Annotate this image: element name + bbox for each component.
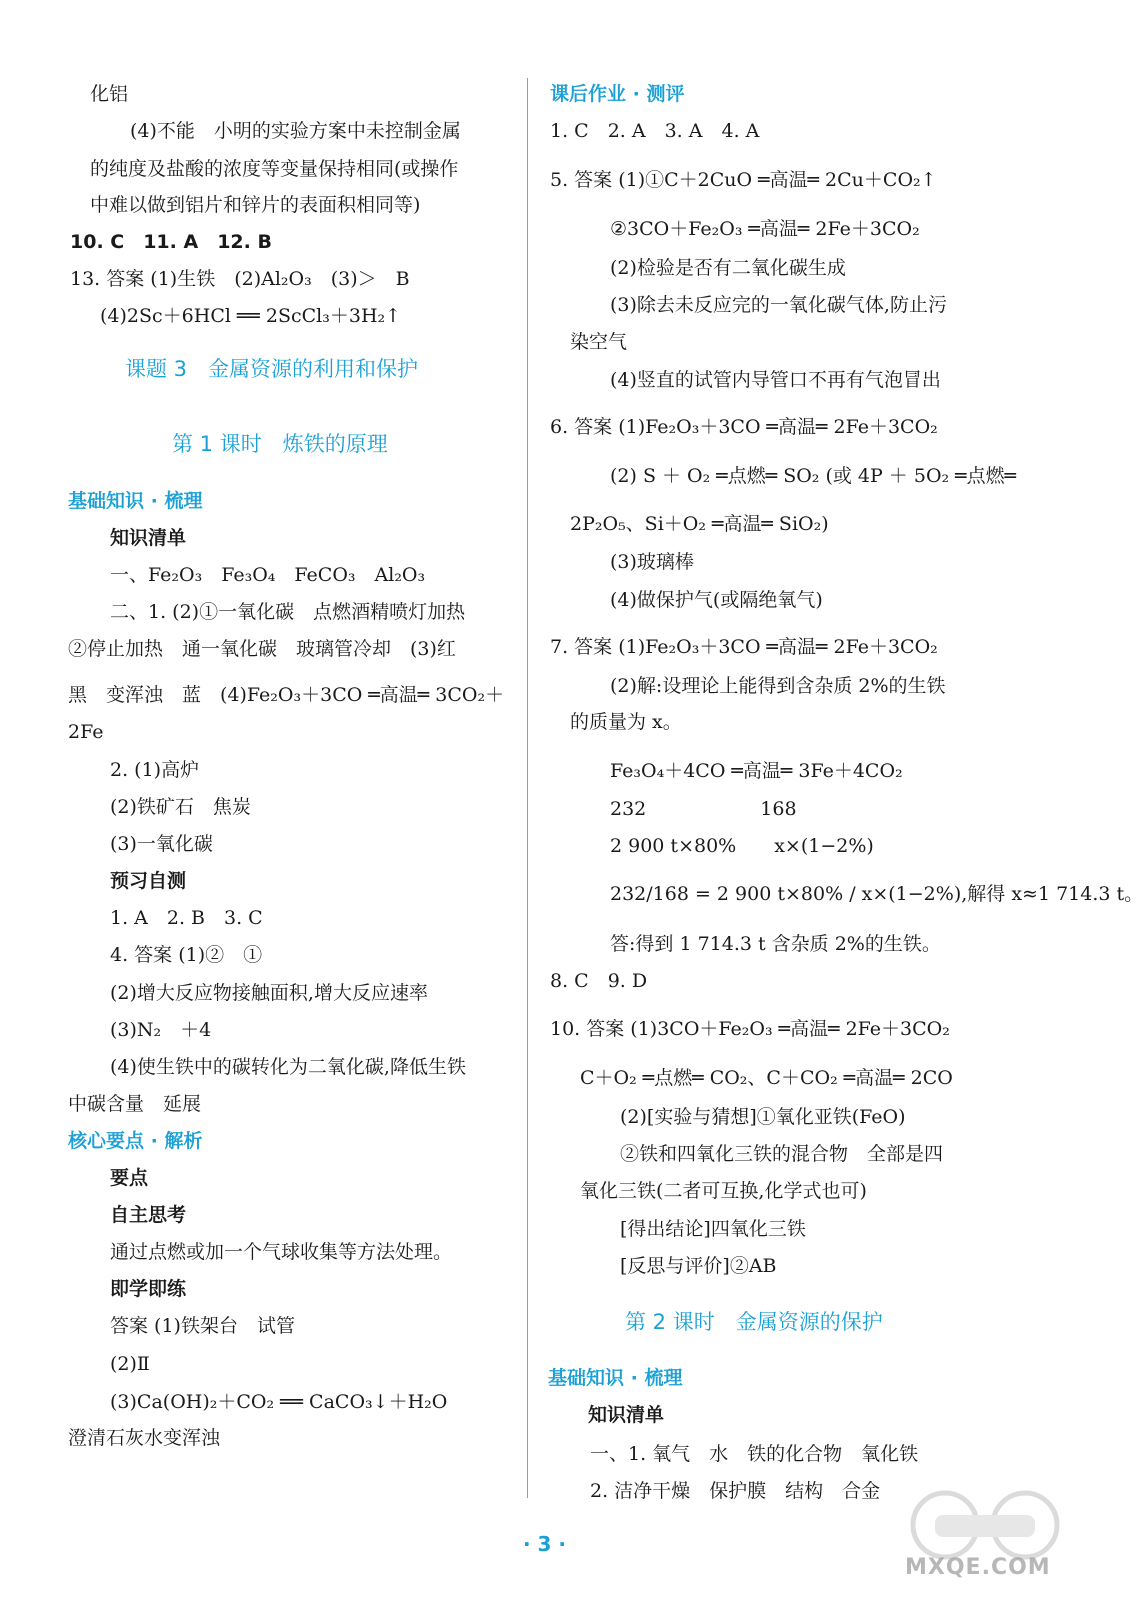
left-text-line: 要点	[110, 1167, 149, 1189]
left-text-line: (4)使生铁中的碳转化为二氧化碳,降低生铁	[110, 1056, 466, 1078]
left-text-line: (2)铁矿石 焦炭	[110, 796, 251, 818]
right-text-line: 染空气	[570, 331, 628, 353]
left-text-line: (3)N₂ ＋4	[110, 1019, 212, 1041]
right-text-line: [得出结论]四氧化三铁	[620, 1218, 806, 1240]
right-text-line: (3)玻璃棒	[610, 551, 694, 573]
left-text-line: (3)Ca(OH)₂＋CO₂ ══ CaCO₃↓＋H₂O	[110, 1391, 448, 1413]
left-text-line: 2. (1)高炉	[110, 759, 200, 781]
left-text-line: 预习自测	[110, 870, 187, 892]
right-text-line: C＋O₂ ═点燃═ CO₂、C＋CO₂ ═高温═ 2CO	[580, 1067, 953, 1089]
right-text-line: ②3CO＋Fe₂O₃ ═高温═ 2Fe＋3CO₂	[610, 218, 920, 240]
left-text-line: 课题 3 金属资源的利用和保护	[125, 357, 419, 381]
left-text-line: 知识清单	[110, 527, 187, 549]
left-text-line: 澄清石灰水变浑浊	[68, 1427, 221, 1449]
left-text-line: ②停止加热 通一氧化碳 玻璃管冷却 (3)红	[68, 638, 456, 660]
watermark-text: MXQE.COM	[905, 1555, 1051, 1580]
right-text-line: 答:得到 1 714.3 t 含杂质 2%的生铁。	[610, 933, 941, 955]
column-divider	[527, 78, 528, 1498]
right-text-line: 1. C 2. A 3. A 4. A	[550, 120, 760, 142]
right-text-line: 的质量为 x。	[570, 711, 682, 733]
right-text-line: (2)检验是否有二氧化碳生成	[610, 257, 846, 279]
right-text-line: (2)解:设理论上能得到含杂质 2%的生铁	[610, 675, 946, 697]
right-text-line: 6. 答案 (1)Fe₂O₃＋3CO ═高温═ 2Fe＋3CO₂	[550, 416, 938, 438]
left-text-line: 黑 变浑浊 蓝 (4)Fe₂O₃＋3CO ═高温═ 3CO₂＋	[68, 684, 505, 706]
left-text-line: 通过点燃或加一个气球收集等方法处理。	[110, 1241, 453, 1263]
left-text-line: 1. A 2. B 3. C	[110, 907, 263, 929]
right-text-line: (4)做保护气(或隔绝氧气)	[610, 589, 823, 611]
right-text-line: 氧化三铁(二者可互换,化学式也可)	[580, 1180, 867, 1202]
right-text-line: 10. 答案 (1)3CO＋Fe₂O₃ ═高温═ 2Fe＋3CO₂	[550, 1018, 950, 1040]
right-text-line: (3)除去未反应完的一氧化碳气体,防止污	[610, 294, 947, 316]
left-text-line: 第 1 课时 炼铁的原理	[172, 432, 388, 456]
right-text-line: ②铁和四氧化三铁的混合物 全部是四	[620, 1143, 944, 1165]
right-text-line: 2 900 t×80% x×(1−2%)	[610, 835, 874, 857]
left-text-line: 4. 答案 (1)② ①	[110, 944, 263, 966]
page-number: · 3 ·	[522, 1532, 567, 1556]
right-text-line: (2)[实验与猜想]①氧化亚铁(FeO)	[620, 1106, 906, 1128]
right-text-line: 232/168 = 2 900 t×80% / x×(1−2%),解得 x≈1 714.3 t。	[610, 883, 1143, 905]
left-text-line: 核心要点 · 解析	[68, 1130, 203, 1152]
right-text-line: 基础知识 · 梳理	[548, 1367, 683, 1389]
right-text-line: 7. 答案 (1)Fe₂O₃＋3CO ═高温═ 2Fe＋3CO₂	[550, 636, 938, 658]
left-text-line: 答案 (1)铁架台 试管	[110, 1315, 295, 1337]
left-text-line: 基础知识 · 梳理	[68, 490, 203, 512]
left-text-line: 化铝	[90, 83, 129, 105]
left-text-line: 2Fe	[68, 721, 104, 743]
right-text-line: 第 2 课时 金属资源的保护	[625, 1310, 883, 1334]
left-text-line: (3)一氧化碳	[110, 833, 213, 855]
right-text-line: 8. C 9. D	[550, 970, 648, 992]
left-text-line: 自主思考	[110, 1204, 187, 1226]
right-text-line: 5. 答案 (1)①C＋2CuO ═高温═ 2Cu＋CO₂↑	[550, 169, 937, 191]
right-text-line: 课后作业 · 测评	[550, 83, 685, 105]
left-text-line: 即学即练	[110, 1278, 187, 1300]
left-text-line: (2)增大反应物接触面积,增大反应速率	[110, 982, 428, 1004]
right-text-line: [反思与评价]②AB	[620, 1255, 777, 1277]
left-text-line: 的纯度及盐酸的浓度等变量保持相同(或操作	[90, 158, 459, 180]
left-text-line: 中难以做到铝片和锌片的表面积相同等)	[90, 194, 421, 216]
left-text-line: (4)不能 小明的实验方案中未控制金属	[130, 120, 461, 142]
right-text-line: 知识清单	[588, 1404, 665, 1426]
right-text-line: (2) S ＋ O₂ ═点燃═ SO₂ (或 4P ＋ 5O₂ ═点燃═	[610, 465, 1017, 487]
left-text-line: 13. 答案 (1)生铁 (2)Al₂O₃ (3)＞ B	[70, 268, 410, 290]
left-text-line: 一、Fe₂O₃ Fe₃O₄ FeCO₃ Al₂O₃	[110, 564, 426, 586]
left-text-line: 中碳含量 延展	[68, 1093, 202, 1115]
left-text-line: (2)Ⅱ	[110, 1353, 150, 1375]
left-text-line: 二、1. (2)①一氧化碳 点燃酒精喷灯加热	[110, 601, 466, 623]
left-text-line: (4)2Sc＋6HCl ══ 2ScCl₃＋3H₂↑	[100, 305, 402, 327]
left-text-line: 10. C 11. A 12. B	[70, 231, 272, 253]
right-text-line: 一、1. 氧气 水 铁的化合物 氧化铁	[590, 1443, 919, 1465]
right-text-line: (4)竖直的试管内导管口不再有气泡冒出	[610, 369, 941, 391]
right-text-line: 2. 洁净干燥 保护膜 结构 合金	[590, 1480, 881, 1502]
right-text-line: Fe₃O₄＋4CO ═高温═ 3Fe＋4CO₂	[610, 760, 903, 782]
right-text-line: 2P₂O₅、Si＋O₂ ═高温═ SiO₂)	[570, 513, 829, 535]
right-text-line: 232 168	[610, 798, 797, 820]
